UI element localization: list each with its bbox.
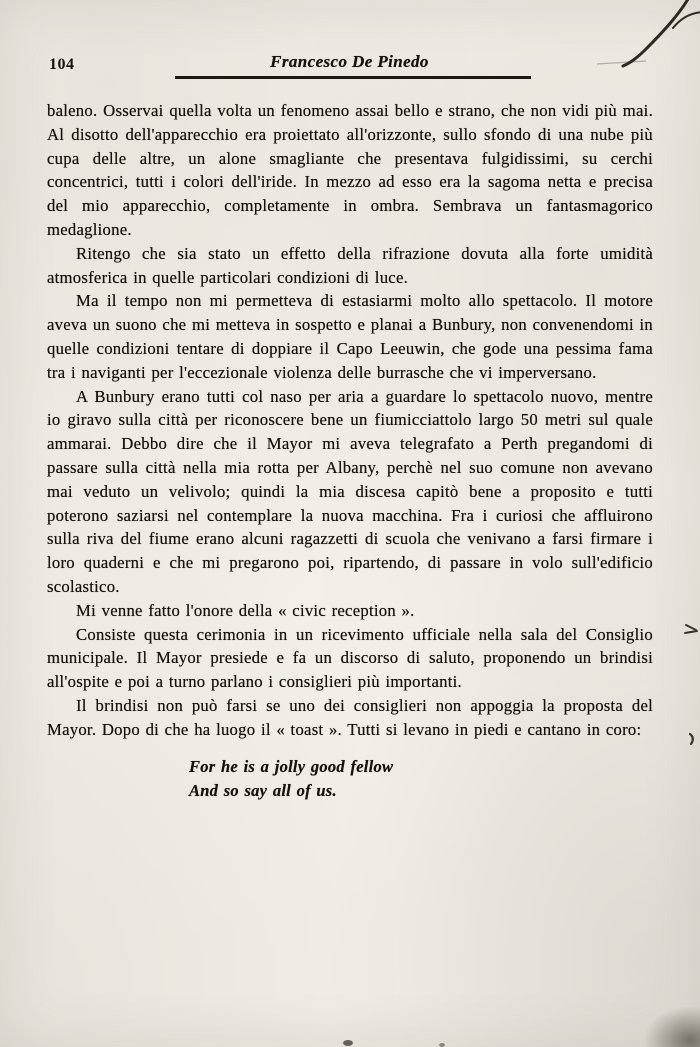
pen-stroke-top-right-curl (673, 12, 700, 28)
edge-mark-mid (685, 625, 697, 633)
paragraph: Ma il tempo non mi permetteva di estasiarmi molto allo spettacolo. Il motore aveva un suono che mi metteva in sospetto e planai a Bunbury, non convenendomi in quelle condizioni tentare di doppiare il Capo Leeuwin, che gode una pessima fama tra i naviganti per l'eccezionale violenza delle burrasche che vi imperversano. (47, 291, 653, 382)
paragraph: A Bunbury erano tutti col naso per aria a guardare lo spettacolo nuovo, mentre io giravo sulla città per riconoscere bene un fiumicciattolo largo 50 metri sul quale ammarai. Debbo dire che il Mayor mi aveva telegrafato a Perth pregandomi di passare sulla città nella mia rotta per Albany, perchè nel suo comune non avevano mai veduto un velivolo; quindi la mia discesa capitò bene a proposito e tutti poterono saziarsi nel contemplare la nuova macchina. Fra i curiosi che affluirono sulla riva del fiume erano alcuni ragazzetti di scuola che venivano a farsi firmare i loro quaderni e che mi pregarono poi, ripartendo, di passare in volo sull'edificio scolastico. (47, 386, 653, 596)
header-rule (175, 76, 531, 79)
paragraph: Ritengo che sia stato un effetto della rifrazione dovuta alla forte umidità atmosferica in quelle particolari condizioni di luce. (47, 243, 653, 287)
paragraph: Consiste questa cerimonia in un ricevimento ufficiale nella sala del Consiglio municipale. Il Mayor presiede e fa un discorso di saluto, proponendo un brindisi all'ospite e poi a turno parlano i consiglieri più importanti. (47, 624, 653, 692)
running-header (47, 52, 652, 84)
verse-line: For he is a jolly good fellow (189, 756, 394, 776)
running-header-title: Francesco De Pinedo (270, 52, 429, 71)
paragraph-continuation: baleno. Osservai quella volta un fenomeno assai bello e strano, che non vidi più mai. Al disotto dell'apparecchio era proiettato all'orizzonte, sullo sfondo di una nube più cupa delle altre, un alone smagliante che presentava fulgidissimi, su cerchi concentrici, tutti i colori dell'iride. In mezzo ad esso era la sagoma netta e precisa del mio apparecchio, completamente in ombra. Sembrava un fantasmagorico medaglione. (47, 101, 653, 239)
edge-mark-lower (690, 734, 693, 744)
page-number: 104 (49, 56, 75, 73)
verse-line: And so say all of us. (189, 781, 337, 801)
paragraph: Il brindisi non può farsi se uno dei consiglieri non appoggia la proposta del Mayor. Dopo di che ha luogo il « toast ». Tutti si levano in piedi e cantano in coro: (47, 695, 653, 739)
page-body (47, 99, 653, 804)
paragraph: Mi venne fatto l'onore della « civic reception ». (76, 600, 415, 620)
bottom-speck-small (439, 1043, 445, 1047)
song-verse (189, 755, 653, 804)
bottom-speck (343, 1040, 353, 1046)
corner-smudge (640, 1003, 700, 1047)
